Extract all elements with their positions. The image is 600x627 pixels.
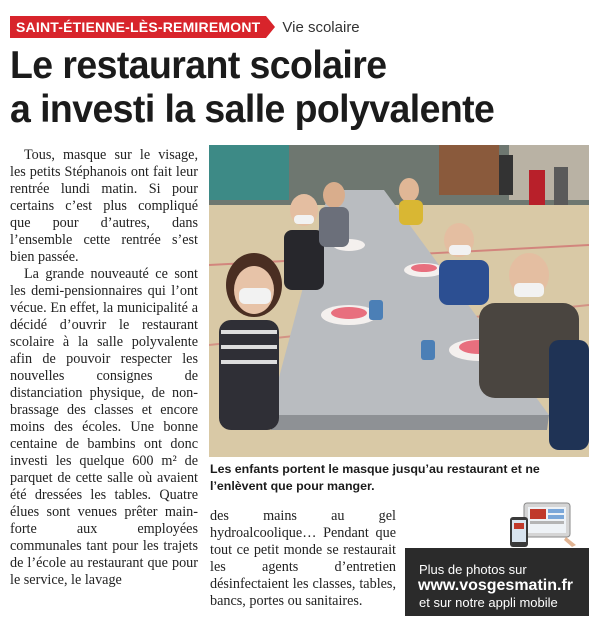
headline [10,44,572,132]
headline-line-1: Le restaurant scolaire [10,44,387,87]
promo-intro: Plus de photos sur [419,562,527,577]
photo-caption: Les enfants portent le masque jusqu’au restaurant et ne l’enlèvent que pour manger. [210,462,540,493]
promo-app-text: et sur notre appli mobile [419,595,558,610]
paragraph: Tous, masque sur le visage, les petits Stéphanois ont fait leur rentrée lundi matin. Si pour certains c’est plus compliqué que pour d’autres, dans l’ensemble cette rentrée s’est bien passée. [10,147,198,265]
school-canteen-photo [209,145,589,457]
section-label: Vie scolaire [282,18,360,36]
promo-box[interactable] [405,548,589,616]
promo-url-link[interactable]: www.vosgesmatin.fr [418,577,573,594]
article-column-1 [10,147,198,589]
kicker [10,16,360,38]
article-photo [209,145,589,457]
article-column-2 [210,508,396,610]
devices-icon [508,501,580,551]
location-label: SAINT-ÉTIENNE-LÈS-REMIREMONT [10,16,266,38]
kicker-arrow-icon [266,16,275,38]
paragraph: des mains au gel hydroalcoolique… Pendant que tout ce petit monde se restaurait les agents d’entretien désinfectaient les classes, tables, bancs, portes ou sanitaires. [210,508,396,609]
paragraph: La grande nouveauté ce sont les demi-pensionnaires qui l’ont vécue. En effet, la municipalité a décidé d’ouvrir le restaurant scolaire à la salle polyvalente afin de pouvoir respecter les nouvelles consignes de distanciation physique, de non-brassage des classes et encore moins des écoles. Une bonne centaine de bambins ont donc investi les quelque 600 m² de parquet de cette salle où avaient été dressées les tables. Quatre élues sont venues prêter main-forte aux employées communales tant pour les trajets de l’école au restaurant que pour le service, le lavage [10,266,198,588]
headline-line-2: a investi la salle polyvalente [10,88,495,131]
